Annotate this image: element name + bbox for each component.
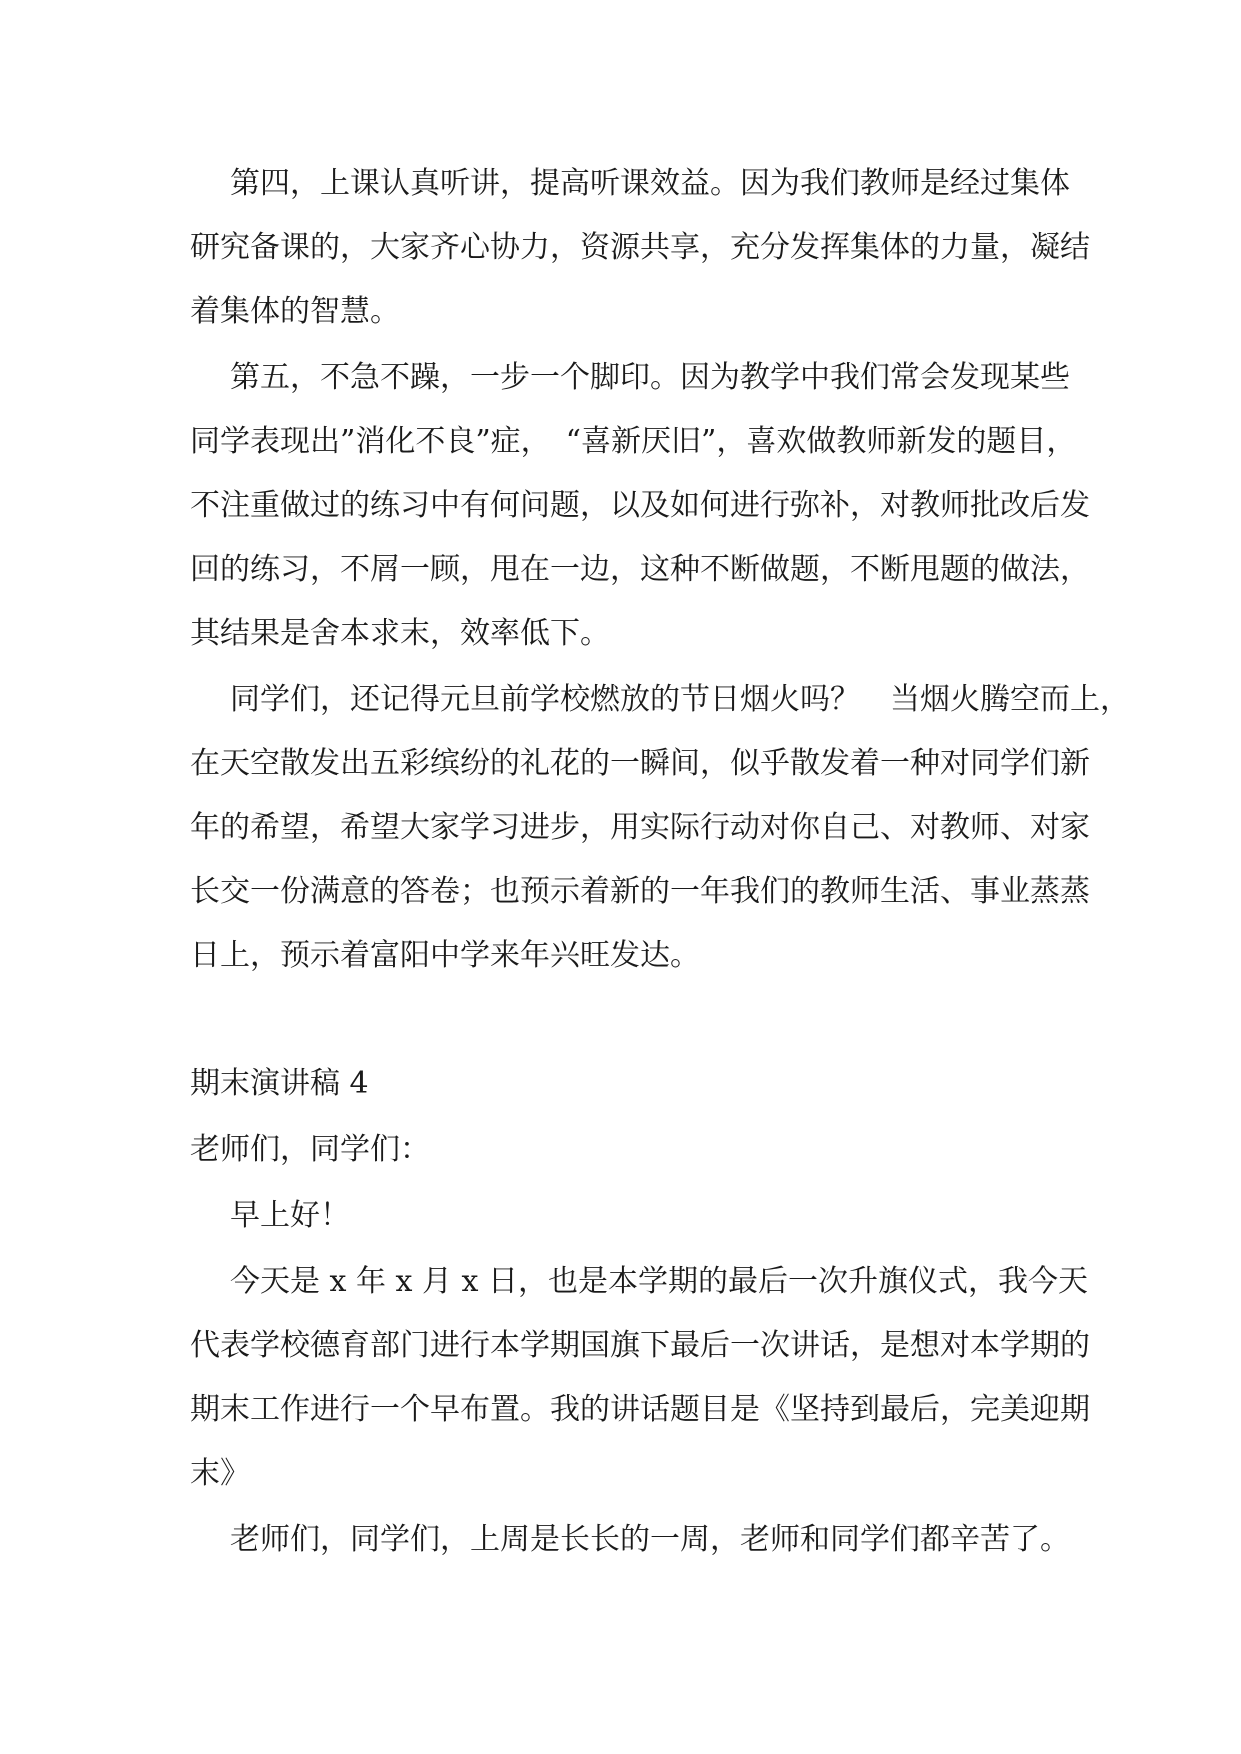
paragraph-line: 年的希望，希望大家学习进步，用实际行动对你自己、对教师、对家 bbox=[190, 810, 1090, 845]
paragraph-line: 着集体的智慧。 bbox=[190, 294, 400, 329]
paragraph-line: 第四，上课认真听讲，提高听课效益。因为我们教师是经过集体 bbox=[230, 166, 1070, 201]
paragraph-line: 回的练习，不屑一顾，甩在一边，这种不断做题，不断甩题的做法， bbox=[190, 552, 1090, 587]
paragraph-line: 老师们，同学们，上周是长长的一周，老师和同学们都辛苦了。 bbox=[230, 1522, 1070, 1557]
paragraph-line: 同学表现出”消化不良”症， “喜新厌旧”，喜欢做教师新发的题目， bbox=[190, 424, 1077, 459]
paragraph-line: 同学们，还记得元旦前学校燃放的节日烟火吗？ 当烟火腾空而上， bbox=[230, 682, 1130, 717]
paragraph-line: 日上，预示着富阳中学来年兴旺发达。 bbox=[190, 938, 700, 973]
paragraph-line: 长交一份满意的答卷；也预示着新的一年我们的教师生活、事业蒸蒸 bbox=[190, 874, 1090, 909]
paragraph-line: 其结果是舍本求末，效率低下。 bbox=[190, 616, 610, 651]
greeting: 早上好！ bbox=[230, 1198, 350, 1233]
section-title: 期末演讲稿 4 bbox=[190, 1066, 369, 1101]
paragraph-line: 研究备课的，大家齐心协力，资源共享，充分发挥集体的力量，凝结 bbox=[190, 230, 1090, 265]
paragraph-line: 在天空散发出五彩缤纷的礼花的一瞬间，似乎散发着一种对同学们新 bbox=[190, 746, 1090, 781]
paragraph-line: 第五，不急不躁，一步一个脚印。因为教学中我们常会发现某些 bbox=[230, 360, 1070, 395]
paragraph-line: 代表学校德育部门进行本学期国旗下最后一次讲话，是想对本学期的 bbox=[190, 1328, 1090, 1363]
paragraph-line: 今天是 x 年 x 月 x 日，也是本学期的最后一次升旗仪式，我今天 bbox=[230, 1264, 1088, 1299]
paragraph-line: 期末工作进行一个早布置。我的讲话题目是《坚持到最后，完美迎期 bbox=[190, 1392, 1090, 1427]
salutation: 老师们，同学们： bbox=[190, 1132, 430, 1167]
paragraph-line: 末》 bbox=[190, 1456, 250, 1491]
paragraph-line: 不注重做过的练习中有何问题，以及如何进行弥补，对教师批改后发 bbox=[190, 488, 1090, 523]
